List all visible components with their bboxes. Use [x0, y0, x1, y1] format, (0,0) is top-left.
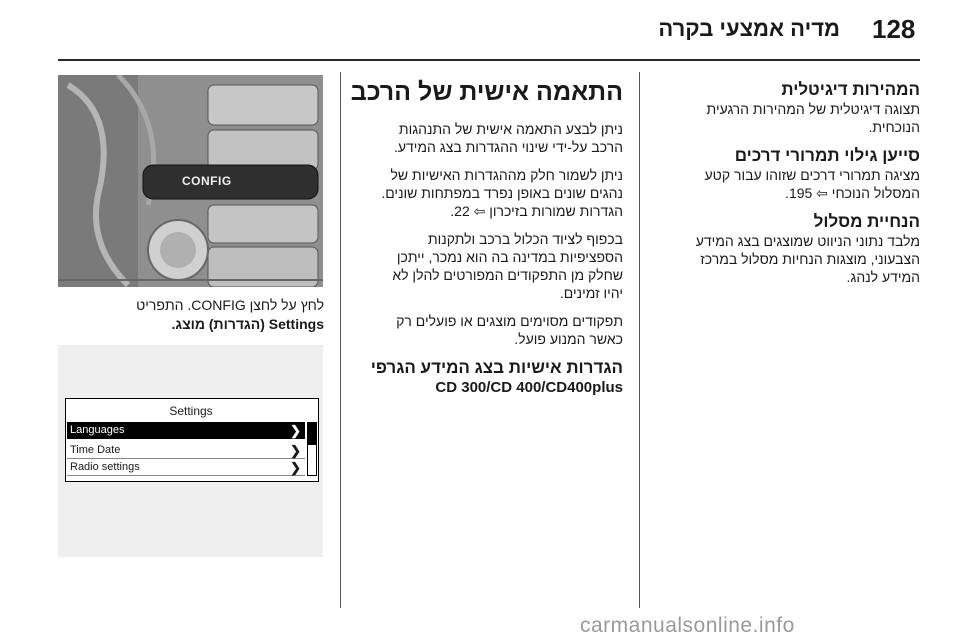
paragraph: [348, 120, 623, 156]
menu-item-label: Time Date: [70, 444, 121, 456]
watermark: carmanualsonline.info: [580, 614, 795, 637]
paragraph-line: יהיו זמינים.: [559, 285, 623, 301]
section-heading: סייען גילוי תמרורי דרכים: [734, 146, 920, 165]
settings-screen-title: Settings: [169, 404, 213, 418]
section-digital-speed: [652, 80, 920, 136]
paragraph-line: תפקודים מסוימים מוצגים או פועלים רק: [396, 313, 623, 329]
caption-line: Settings (הגדרות) מוצג.: [171, 316, 324, 332]
menu-item-radio-settings[interactable]: [67, 459, 305, 476]
paragraph-line: כאשר המנוע פועל.: [514, 331, 623, 347]
page-header-title: מדיה אמצעי בקרה: [658, 16, 840, 41]
section-line: תצוגה דיגיטלית של המהירות הרגעית: [706, 101, 920, 117]
paragraph-line: הגדרות שמורות בזיכרון ⇦ 22.: [450, 203, 623, 219]
paragraph-line: נהגים שונים באופן נפרד במפתחות שונים.: [381, 185, 623, 201]
section-title: התאמה אישית של הרכב: [350, 78, 623, 106]
section-line: המידע לנהג.: [846, 269, 920, 285]
section-line: הנוכחית.: [868, 119, 920, 135]
paragraph: [348, 312, 623, 348]
menu-item-label: Radio settings: [70, 461, 140, 473]
models-line: CD 300/CD 400/CD400plus: [435, 379, 623, 396]
header-rule: [58, 59, 920, 61]
paragraph-line: ניתן לבצע התאמה אישית של התנהגות: [398, 121, 623, 137]
column-divider-left: [340, 72, 341, 608]
middle-column: [348, 78, 623, 398]
section-traffic-sign-assist: [652, 146, 920, 202]
page-number: 128: [872, 14, 916, 44]
paragraph-line: שחלק מן התפקודים המפורטים להלן לא: [392, 267, 623, 283]
paragraph-line: הרכב על-ידי שינוי ההגדרות בצג המידע.: [393, 139, 623, 155]
section-line: המסלול הנוכחי ⇦ 195.: [785, 185, 920, 201]
subheading: הגדרות אישיות בצג המידע הגרפי: [370, 358, 623, 377]
caption-line: לחץ על לחצן CONFIG. התפריט: [136, 297, 324, 313]
section-line: מציגה תמרורי דרכים שזוהו עבור קטע: [704, 167, 920, 183]
config-button-label: CONFIG: [182, 174, 232, 188]
menu-item-languages[interactable]: [67, 422, 305, 439]
menu-item-time-date[interactable]: [67, 442, 305, 459]
section-line: הצבעוני, מוצגות הנחיות מסלול במרכז: [700, 251, 920, 267]
right-column: [652, 80, 920, 296]
section-line: מלבד נתוני הניווט שמוצגים בצג המידע: [695, 233, 920, 249]
paragraph-line: בכפוף לציוד הכלול ברכב ולתקנות: [427, 231, 623, 247]
column-divider-right: [639, 72, 640, 608]
chevron-right-icon: ❯: [290, 460, 301, 475]
section-heading: הנחיית מסלול: [813, 212, 920, 231]
chevron-right-icon: ❯: [290, 443, 301, 458]
paragraph: [348, 230, 623, 302]
paragraph-line: ניתן לשמור חלק מההגדרות האישיות של: [390, 167, 623, 183]
scrollbar-thumb[interactable]: [308, 423, 316, 445]
console-photo: [58, 75, 323, 287]
paragraph-line: הספציפיות במדינה בה הוא נמכר, ייתכן: [396, 249, 623, 265]
section-heading: המהירות דיגיטלית: [781, 80, 920, 99]
chevron-right-icon: ❯: [290, 423, 301, 438]
menu-item-label: Languages: [70, 424, 125, 436]
section-route-guidance: [652, 212, 920, 286]
photo-caption: [58, 296, 324, 334]
paragraph: [348, 166, 623, 220]
